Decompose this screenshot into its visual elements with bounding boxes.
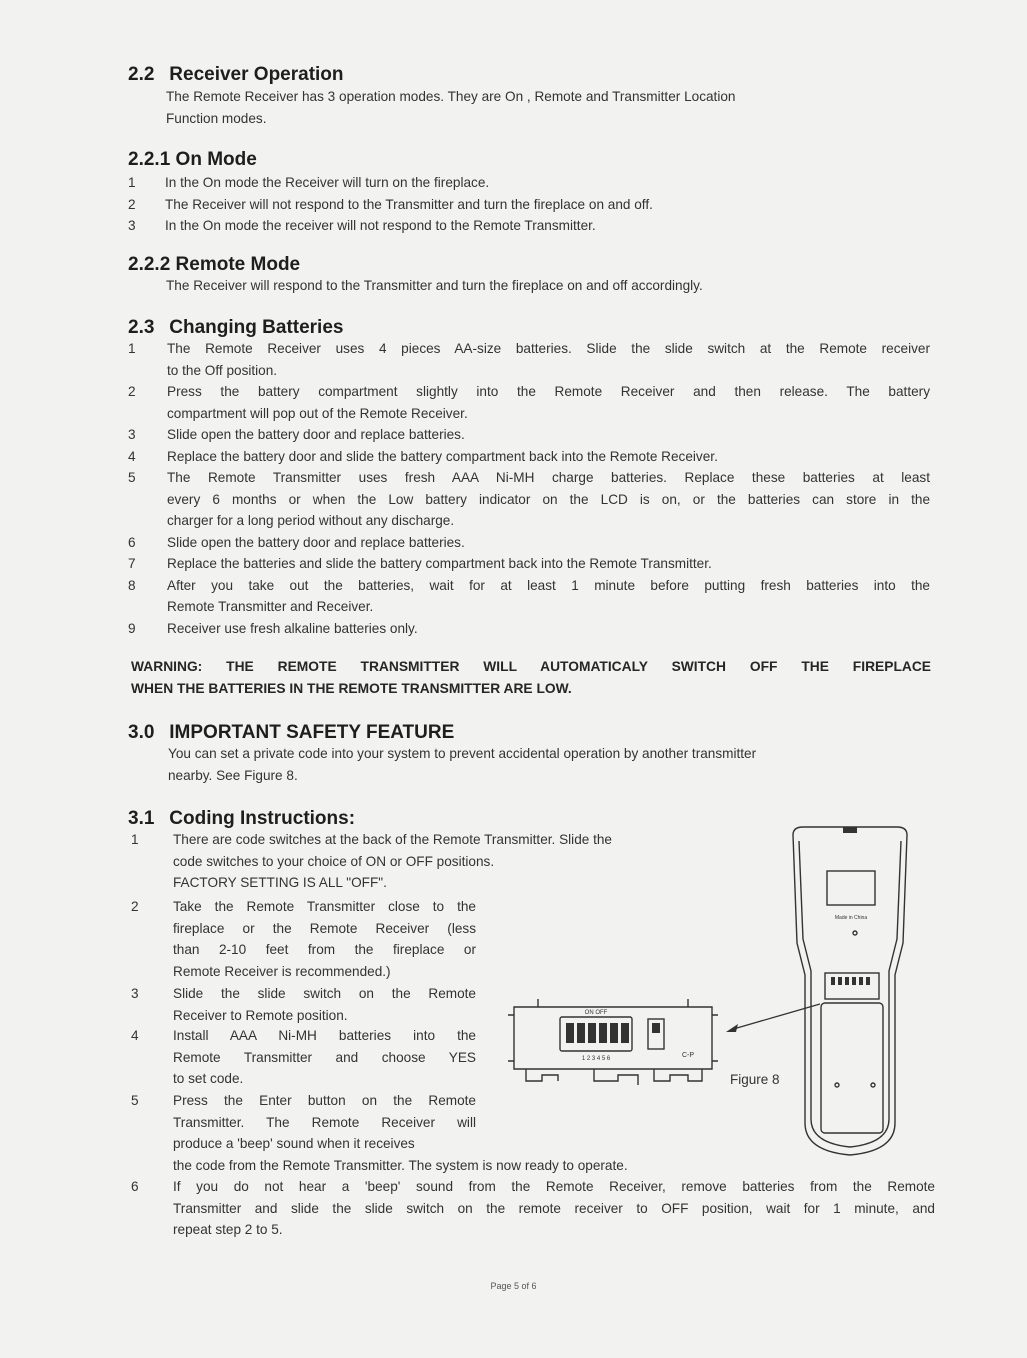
battery-item-line: charger for a long period without any discharge. [167,513,455,528]
battery-item-6 [128,532,930,554]
battery-item-line: The Remote Transmitter uses fresh AAA Ni-MH charge batteries. Replace these batteries at least [167,470,930,485]
battery-item-line: Replace the batteries and slide the battery compartment back into the Remote Transmitter. [167,556,712,571]
battery-item-number: 6 [128,534,136,550]
battery-item-number: 1 [128,341,136,356]
section-2-2-1-heading: 2.2.1 On Mode [128,149,257,170]
warning-text: WARNING: THE REMOTE TRANSMITTER WILL AUTOMATICALY SWITCH OFF THE FIREPLACE WHEN THE BATTERIES IN THE REMOTE TRANSMITTER ARE LOW. [131,659,931,696]
section-3-0-heading: 3.0 IMPORTANT SAFETY FEATURE [128,722,455,743]
battery-item-9 [128,618,930,640]
list-item: 1 In the On mode the Receiver will turn on the fireplace. [128,175,490,190]
coding-item-3-number: 3 [131,986,139,1001]
battery-item-line: Press the battery compartment slightly into the Remote Receiver and then release. The battery [167,384,930,399]
section-2-2-heading: 2.2 Receiver Operation [128,64,344,85]
coding-item-2-number: 2 [131,899,139,914]
battery-item-line: The Remote Receiver uses 4 pieces AA-size batteries. Slide the slide switch at the Remote receiver [167,341,930,356]
list-item: 2 The Receiver will not respond to the Transmitter and turn the fireplace on and off. [128,196,653,212]
coding-item-4: Install AAA Ni-MH batteries into the Remote Transmitter and choose YES to set code. [173,1028,476,1086]
figure-label: Figure 8 [730,1072,780,1087]
coding-item-2: Take the Remote Transmitter close to the fireplace or the Remote Receiver (less than 2-10 feet from the fireplace or Remote Receiver is recommended.) [173,899,476,979]
battery-item-line: to the Off position. [167,362,278,378]
coding-item-6: If you do not hear a 'beep' sound from the Remote Receiver, remove batteries from the Remote Transmitter and slide the slide switch on the remote receiver to OFF position, wait for 1 minute, and repeat step 2 to 5. [173,1179,935,1237]
list-item: 3 In the On mode the receiver will not respond to the Remote Transmitter. [128,218,596,233]
battery-item-line: Remote Transmitter and Receiver. [167,599,374,614]
receiver-operation-body: The Remote Receiver has 3 operation modes. They are On , Remote and Transmitter Location Function modes. [166,89,736,126]
coding-item-3: Slide the slide switch on the Remote Receiver to Remote position. [173,986,476,1023]
battery-item-number: 3 [128,427,136,442]
battery-item-line: Slide open the battery door and replace batteries. [167,427,465,442]
page-footer: Page 5 of 6 [490,1281,537,1291]
switch-label: C-P [681,1052,695,1059]
battery-item-number: 5 [128,470,136,485]
battery-item-5 [128,467,930,532]
remote-mode-body: The Receiver will respond to the Transmitter and turn the fireplace on and off accordingly. [166,278,703,293]
battery-item-2 [128,381,930,424]
coding-item-4-number: 4 [131,1028,139,1043]
section-2-2-2-heading: 2.2.2 Remote Mode [128,254,301,275]
battery-item-number: 7 [128,556,136,571]
battery-item-3 [128,424,930,446]
battery-item-number: 8 [128,577,136,593]
transmitter-figure [785,823,915,1163]
section-2-3-heading: 2.3 Changing Batteries [128,317,344,338]
coding-item-1: There are code switches at the back of the Remote Transmitter. Slide the code switches to your choice of ON or OFF positions. FACTORY SETTING IS ALL "OFF". [173,832,612,890]
coding-item-6-number: 6 [131,1179,139,1194]
battery-item-line: Slide open the battery door and replace batteries. [167,534,465,550]
dip-numbers-text: 1 2 3 4 5 6 [581,1056,611,1062]
battery-item-line: Receiver use fresh alkaline batteries only. [167,620,418,636]
changing-batteries-list [128,338,930,639]
battery-item-7 [128,553,930,575]
battery-item-number: 2 [128,384,136,399]
battery-item-number: 9 [128,620,136,636]
battery-item-8 [128,575,930,618]
battery-item-line: After you take out the batteries, wait for at least 1 minute before putting fresh batteries into the [167,577,930,593]
dip-header-text: ON OFF [584,1010,608,1016]
coding-item-5: Press the Enter button on the Remote Transmitter. The Remote Receiver will produce a 'beep' sound when it receives the code from the Remote Transmitter. The system is now ready to operate. [173,1093,628,1173]
safety-feature-body: You can set a private code into your system to prevent accidental operation by another transmitter nearby. See Figure 8. [168,746,757,783]
coding-item-1-number: 1 [131,832,139,847]
transmitter-made-in-text: Made in China [834,915,868,921]
on-mode-list [128,172,653,237]
coding-item-5-number: 5 [131,1093,139,1108]
battery-item-4 [128,446,930,468]
receiver-code-switch-figure [498,995,728,1090]
battery-item-line: every 6 months or when the Low battery indicator on the LCD is on, or the batteries can store in the [167,491,930,507]
battery-item-number: 4 [128,448,136,464]
battery-item-1 [128,338,930,381]
battery-item-line: Replace the battery door and slide the battery compartment back into the Remote Receiver. [167,448,718,464]
section-3-1-heading: 3.1 Coding Instructions: [128,808,356,829]
battery-item-line: compartment will pop out of the Remote Receiver. [167,405,468,421]
